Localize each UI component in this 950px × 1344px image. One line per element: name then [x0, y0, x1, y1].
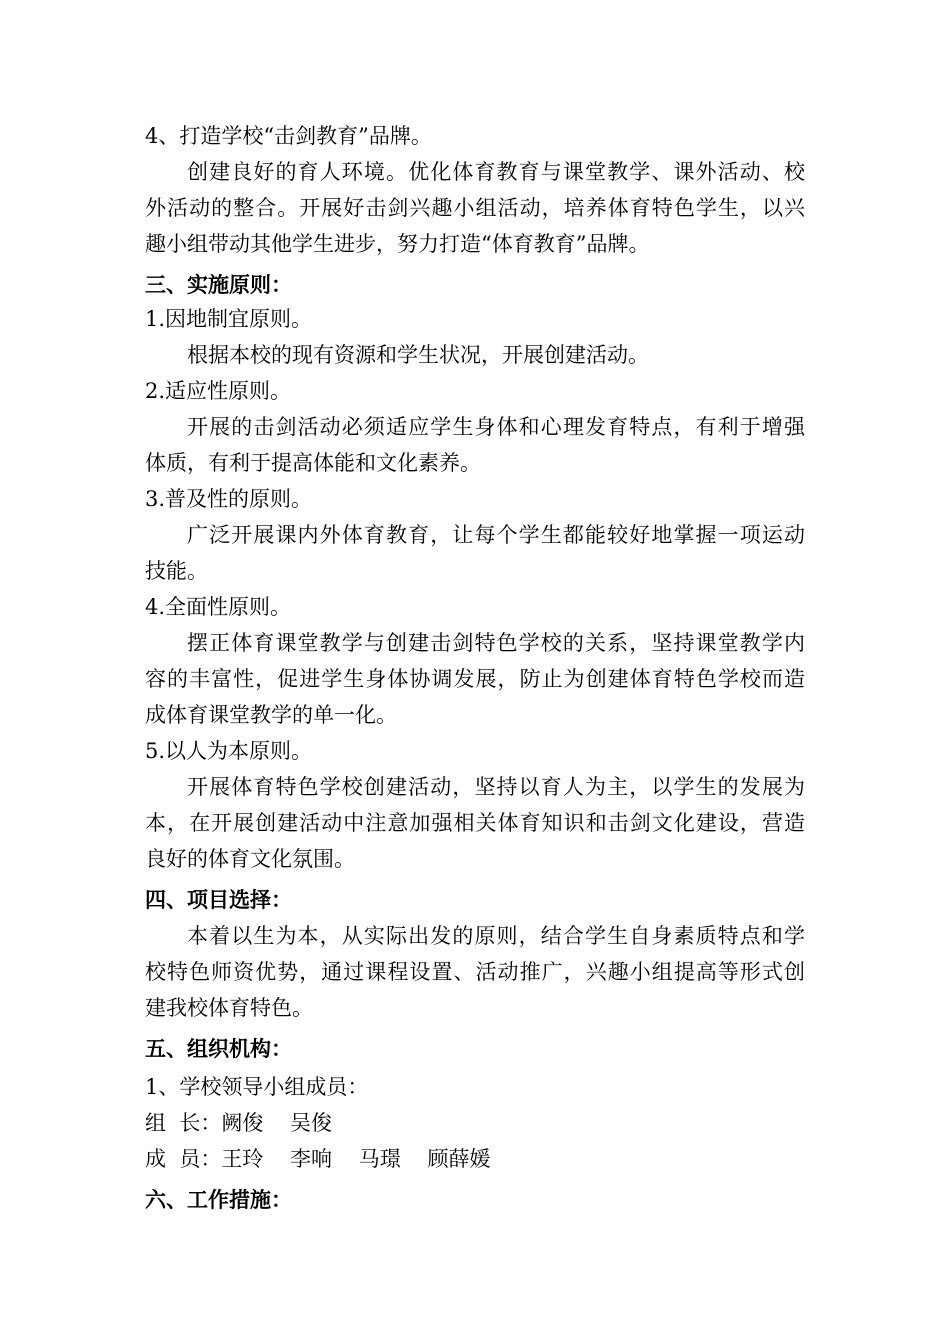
- leadership-group-heading: 1、学校领导小组成员：: [145, 1075, 369, 1099]
- paragraph-line: 开展的击剑活动必须适应学生身体和心理发育特点，有利于增强: [187, 415, 805, 439]
- paragraph-line: 成体育课堂教学的单一化。: [145, 703, 397, 727]
- paragraph-line: 体质，有利于提高体能和文化素养。: [145, 451, 481, 475]
- group-leader-line: 组 长：阙俊 吴俊: [145, 1111, 333, 1135]
- paragraph-line: 创建良好的育人环境。优化体育教育与课堂教学、课外活动、校: [187, 160, 805, 184]
- paragraph-line: 广泛开展课内外体育教育，让每个学生都能较好地掌握一项运动: [187, 523, 805, 547]
- principle-heading-1: 1.因地制宜原则。: [145, 307, 313, 331]
- principle-heading-5: 5.以人为本原则。: [145, 739, 313, 763]
- paragraph-line: 建我校体育特色。: [145, 996, 313, 1020]
- section-heading-work-measures: 六、工作措施：: [145, 1187, 292, 1212]
- paragraph-line: 本，在开展创建活动中注意加强相关体育知识和击剑文化建设，营造: [145, 811, 805, 835]
- paragraph-line: 校特色师资优势，通过课程设置、活动推广，兴趣小组提高等形式创: [145, 960, 805, 984]
- paragraph-line: 趣小组带动其他学生进步，努力打造“体育教育”品牌。: [145, 232, 650, 256]
- group-members-line: 成 员：王玲 李响 马璟 顾薛媛: [145, 1147, 491, 1171]
- paragraph-line: 外活动的整合。开展好击剑兴趣小组活动，培养体育特色学生，以兴: [145, 196, 805, 220]
- principle-heading-3: 3.普及性的原则。: [145, 487, 313, 511]
- principle-heading-2: 2.适应性原则。: [145, 379, 292, 403]
- paragraph-line: 根据本校的现有资源和学生状况，开展创建活动。: [187, 343, 649, 367]
- paragraph-line: 良好的体育文化氛围。: [145, 847, 355, 871]
- paragraph-line: 摆正体育课堂教学与创建击剑特色学校的关系，坚持课堂教学内: [187, 631, 805, 655]
- section-heading-principles: 三、实施原则：: [145, 272, 292, 297]
- paragraph-line: 开展体育特色学校创建活动，坚持以育人为主，以学生的发展为: [187, 775, 805, 799]
- paragraph-line: 技能。: [145, 559, 208, 583]
- paragraph-line: 容的丰富性，促进学生身体协调发展，防止为创建体育特色学校而造: [145, 667, 805, 691]
- section-heading-project-selection: 四、项目选择：: [145, 887, 292, 912]
- principle-heading-4: 4.全面性原则。: [145, 595, 292, 619]
- section-heading-organization: 五、组织机构：: [145, 1036, 292, 1061]
- section-item-4-heading: 4、打造学校“击剑教育”品牌。: [145, 124, 432, 148]
- paragraph-line: 本着以生为本，从实际出发的原则，结合学生自身素质特点和学: [187, 924, 805, 948]
